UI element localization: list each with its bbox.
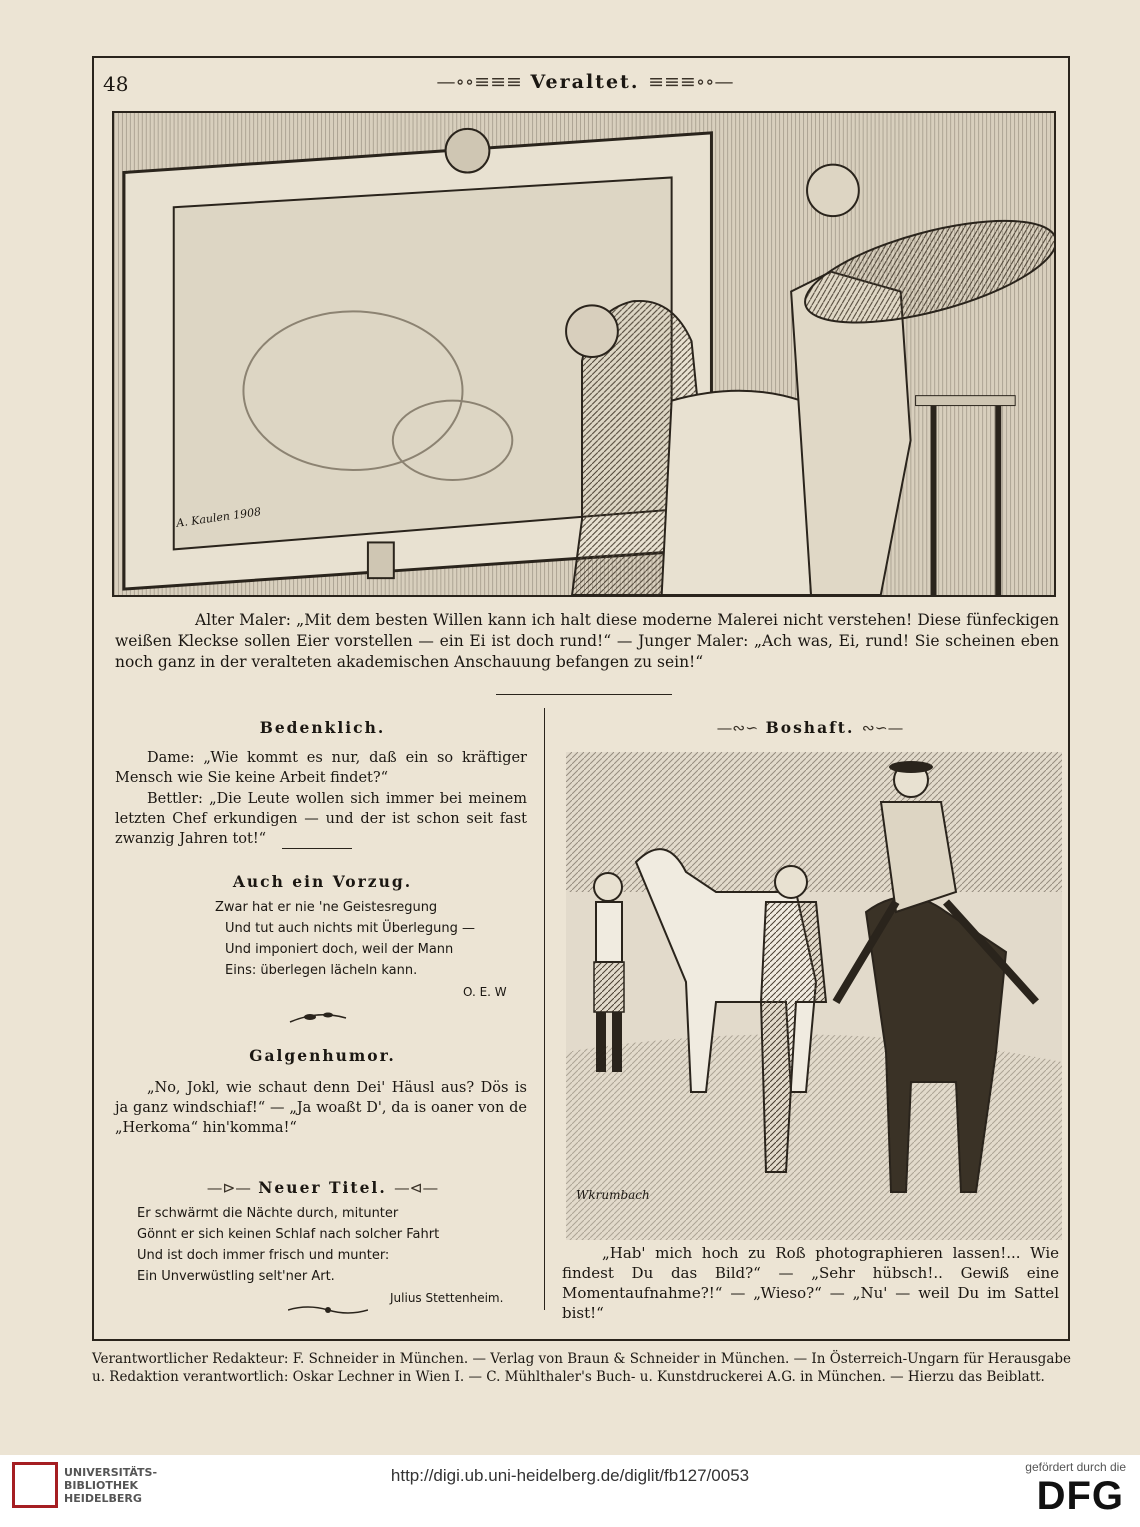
top-illustration <box>112 111 1056 597</box>
top-caption: Alter Maler: „Mit dem besten Willen kann ich halt diese moderne Malerei nicht verstehen! Diese fünfeckigen weißen Kleckse sollen Eier vorstellen — ein Ei ist doch rund!“ — Junger Maler: „Ach was, Ei, rund! Sie scheinen eben noch ganz in der veralteten akademischen Anschauung befangen zu sein!“ <box>115 611 1059 671</box>
page-number: 48 <box>103 72 129 96</box>
imprint-line-1: Verantwortlicher Redakteur: F. Schneider in München. — Verlag von Braun & Schneider in München. — In Österreich-Ungarn für Herausgabe <box>92 1351 1072 1367</box>
source-url-link[interactable]: http://digi.ub.uni-heidelberg.de/diglit/fb127/0053 <box>390 1466 750 1485</box>
illustration-signature: A. Kaulen 1908 <box>175 505 262 530</box>
poem-line: Und ist doch immer frisch und munter: <box>137 1248 390 1263</box>
title-text: Boshaft. <box>765 718 855 737</box>
poem-line: Und imponiert doch, weil der Mann <box>225 942 454 957</box>
library-line: HEIDELBERG <box>64 1492 142 1505</box>
poem-line: Ein Unverwüstling selt'ner Art. <box>137 1269 335 1284</box>
column-divider <box>544 708 545 1310</box>
bedenklich-p1: Dame: „Wie kommt es nur, daß ein so kräftiger Mensch wie Sie keine Arbeit findet?“ <box>115 750 527 786</box>
library-line: BIBLIOTHEK <box>64 1479 139 1492</box>
title-galgenhumor: Galgenhumor. <box>249 1046 396 1065</box>
poem-line: Zwar hat er nie 'ne Geistesregung <box>215 900 438 915</box>
title-neuer-titel <box>115 1178 530 1197</box>
divider-1 <box>282 848 352 849</box>
painters-engraving <box>114 113 1054 595</box>
ornament-right: —⊲— <box>394 1179 439 1197</box>
poem-line: Und tut auch nichts mit Überlegung — <box>225 921 476 936</box>
ornament-left: —∾∽ <box>716 719 759 737</box>
running-head-title: Veraltet. <box>530 71 640 93</box>
title-text: Neuer Titel. <box>258 1178 387 1197</box>
title-bedenklich: Bedenklich. <box>259 718 386 737</box>
illustration-signature: Wkrumbach <box>576 1188 650 1202</box>
poem-line: Eins: überlegen lächeln kann. <box>225 963 418 978</box>
funding-label: gefördert durch die <box>1025 1460 1126 1474</box>
vorzug-poem <box>215 897 515 981</box>
vorzug-signature: O. E. W <box>463 985 507 999</box>
divider-top <box>496 694 672 695</box>
imprint-line-2: u. Redaktion verantwortlich: Oskar Lechner in Wien I. — C. Mühlthaler's Buch- u. Kunstdruckerei A.G. in München. — Hierzu das Beiblatt. <box>92 1369 1045 1385</box>
imprint <box>92 1350 1092 1386</box>
bedenklich-p2: Bettler: „Die Leute wollen sich immer bei meinem letzten Chef erkundigen — und der ist schon seit fast zwanzig Jahren tot!“ <box>115 791 527 847</box>
horse-rider-engraving <box>566 752 1062 1240</box>
running-head <box>420 71 750 93</box>
library-line: UNIVERSITÄTS- <box>64 1466 158 1479</box>
title-vorzug: Auch ein Vorzug. <box>232 872 413 891</box>
titel-poem <box>137 1203 527 1287</box>
ornament-left: —∘∘≡≡≡ <box>436 71 522 93</box>
scroll-ornament-icon <box>288 1304 368 1316</box>
galgenhumor-text: „No, Jokl, wie schaut denn Dei' Häusl aus? Dös is ja ganz windschiaf!“ — „Ja woaßt D', da is oaner von de „Herkoma“ hin'komma!“ <box>115 1080 527 1136</box>
ornament-right: ≡≡≡∘∘— <box>648 71 734 93</box>
poem-line: Gönnt er sich keinen Schlaf nach solcher Fahrt <box>137 1227 440 1242</box>
titel-signature: Julius Stettenheim. <box>390 1291 504 1305</box>
leaf-ornament-icon <box>288 1008 348 1028</box>
poem-line: Er schwärmt die Nächte durch, mitunter <box>137 1206 399 1221</box>
dfg-logo[interactable]: DFG <box>1036 1474 1124 1518</box>
title-boshaft <box>560 718 1060 737</box>
ornament-left: —⊳— <box>206 1179 251 1197</box>
rider-illustration <box>566 752 1062 1240</box>
boshaft-caption: „Hab' mich hoch zu Roß photographieren lassen!... Wie findest Du das Bild?“ — „Sehr hübsch!.. Gewiß eine Momentaufnahme?!“ — „Wieso?“ — „Nu' — weil Du im Sattel bist!“ <box>562 1244 1059 1322</box>
ornament-right: ∾∽— <box>861 719 904 737</box>
